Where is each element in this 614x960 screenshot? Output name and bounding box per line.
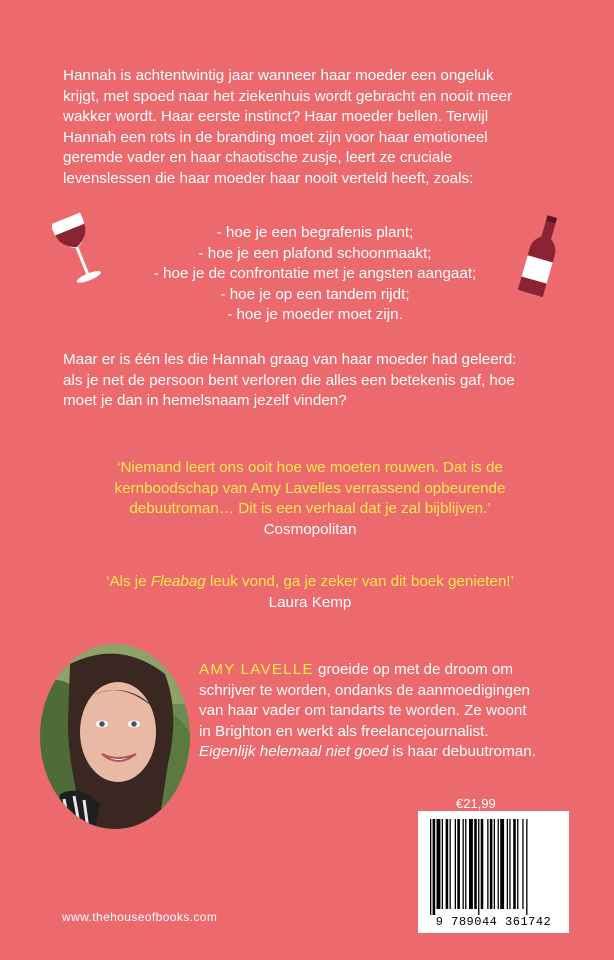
quote-source: Cosmopolitan	[263, 520, 357, 538]
blurb-line: wakker wordt. Haar eerste instinct? Haar moeder bellen. Terwijl	[63, 108, 489, 126]
blurb-line: Hannah een rots in de branding moet zijn voor haar emotioneel	[63, 128, 488, 146]
barcode-bar	[500, 819, 504, 909]
barcode-bar	[498, 819, 499, 909]
isbn-number: 9 789044 361742	[435, 915, 552, 929]
barcode-bar	[442, 819, 443, 909]
barcode-bar	[450, 819, 451, 909]
book-title: Eigenlijk helemaal niet goed	[199, 743, 389, 761]
quote-text: leuk vond, ga je zeker van dit boek genieten!’	[205, 573, 514, 590]
quote-line: debuutroman… Dit is een verhaal dat je zal bijblijven.’	[129, 500, 491, 518]
barcode-bar	[437, 819, 441, 909]
quote-show-title: Fleabag	[150, 573, 206, 590]
lesson-item: - hoe je de confrontatie met je angsten aangaat;	[153, 265, 477, 283]
author-photo	[40, 644, 190, 829]
lesson-item: - hoe je een plafond schoonmaakt;	[198, 244, 432, 262]
barcode-bar	[513, 819, 516, 909]
barcode-bar	[478, 819, 479, 915]
blurb-line: Maar er is één les die Hannah graag van haar moeder had geleerd:	[63, 351, 517, 368]
barcode-bar	[465, 819, 466, 909]
blurb-intro	[63, 66, 563, 190]
barcode-bar	[463, 819, 464, 909]
barcode-bar	[507, 819, 508, 909]
lessons-list	[150, 223, 480, 326]
price-label: €21,99	[456, 796, 496, 811]
author-bio-text: is haar debuutroman.	[388, 743, 536, 761]
blurb-line: als je net de persoon bent verloren die alles een betekenis gaf, hoe	[63, 371, 515, 389]
barcode-bar	[457, 819, 460, 909]
author-bio	[199, 660, 579, 763]
barcode-bar	[469, 819, 473, 909]
lesson-item: - hoe je op een tandem rijdt;	[220, 285, 410, 303]
lesson-item: - hoe je moeder moet zijn.	[227, 306, 403, 324]
lesson-item: - hoe je een begrafenis plant;	[216, 224, 414, 241]
barcode-bar	[446, 819, 449, 909]
quote-line: kernboodschap van Amy Lavelles verrassend opbeurende	[114, 479, 506, 497]
barcode-bar	[490, 819, 493, 909]
blurb-line: geremde vader en haar chaotische zusje, leert ze cruciale	[63, 149, 453, 167]
quote-line	[75, 572, 545, 593]
barcode-bar	[522, 819, 523, 909]
author-bio-line: schrijver te worden, ondanks de aanmoedigingen	[199, 681, 530, 699]
barcode-bar	[494, 819, 495, 909]
review-quote-laura-kemp	[75, 572, 545, 613]
barcode-bar	[517, 819, 518, 909]
author-bio-line	[199, 742, 579, 763]
barcode-bar	[433, 819, 436, 915]
barcode-bar	[455, 819, 456, 909]
publisher-website: www.thehouseofbooks.com	[62, 910, 218, 924]
quote-text: ‘Als je	[106, 573, 151, 590]
author-bio-line: in Brighton en werkt als freelancejournalist.	[199, 722, 489, 740]
blurb-line: moet je dan in hemelsnaam jezelf vinden?	[63, 392, 347, 410]
review-quote-cosmopolitan	[75, 458, 545, 540]
blurb-line: krijgt, met spoed naar het ziekenhuis wordt gebracht en nooit meer	[63, 87, 513, 105]
author-bio-line: van haar vader om tandarts te worden. Ze woont	[199, 702, 527, 720]
quote-source: Laura Kemp	[268, 593, 352, 611]
author-bio-text: groeide op met de droom om	[313, 661, 514, 678]
barcode	[418, 811, 569, 933]
barcode-bar	[509, 819, 510, 909]
barcode-bar	[526, 819, 527, 915]
blurb-line: Hannah is achtentwintig jaar wanneer haar moeder een ongeluk	[63, 67, 494, 84]
author-name: AMY LAVELLE	[199, 661, 314, 678]
quote-line: ‘Niemand leert ons ooit hoe we moeten rouwen. Dat is de	[117, 459, 503, 476]
wine-bottle-icon	[516, 213, 566, 299]
barcode-bar	[487, 819, 488, 909]
barcode-bar	[430, 819, 431, 915]
blurb-question	[63, 350, 563, 412]
barcode-bar	[474, 819, 477, 909]
barcode-bar	[481, 819, 484, 909]
barcode-bars	[418, 811, 569, 915]
author-bio-line	[199, 660, 579, 681]
wine-glass-icon	[52, 210, 104, 292]
blurb-line: levenslessen die haar moeder haar nooit verteld heeft, zoals:	[63, 169, 474, 187]
